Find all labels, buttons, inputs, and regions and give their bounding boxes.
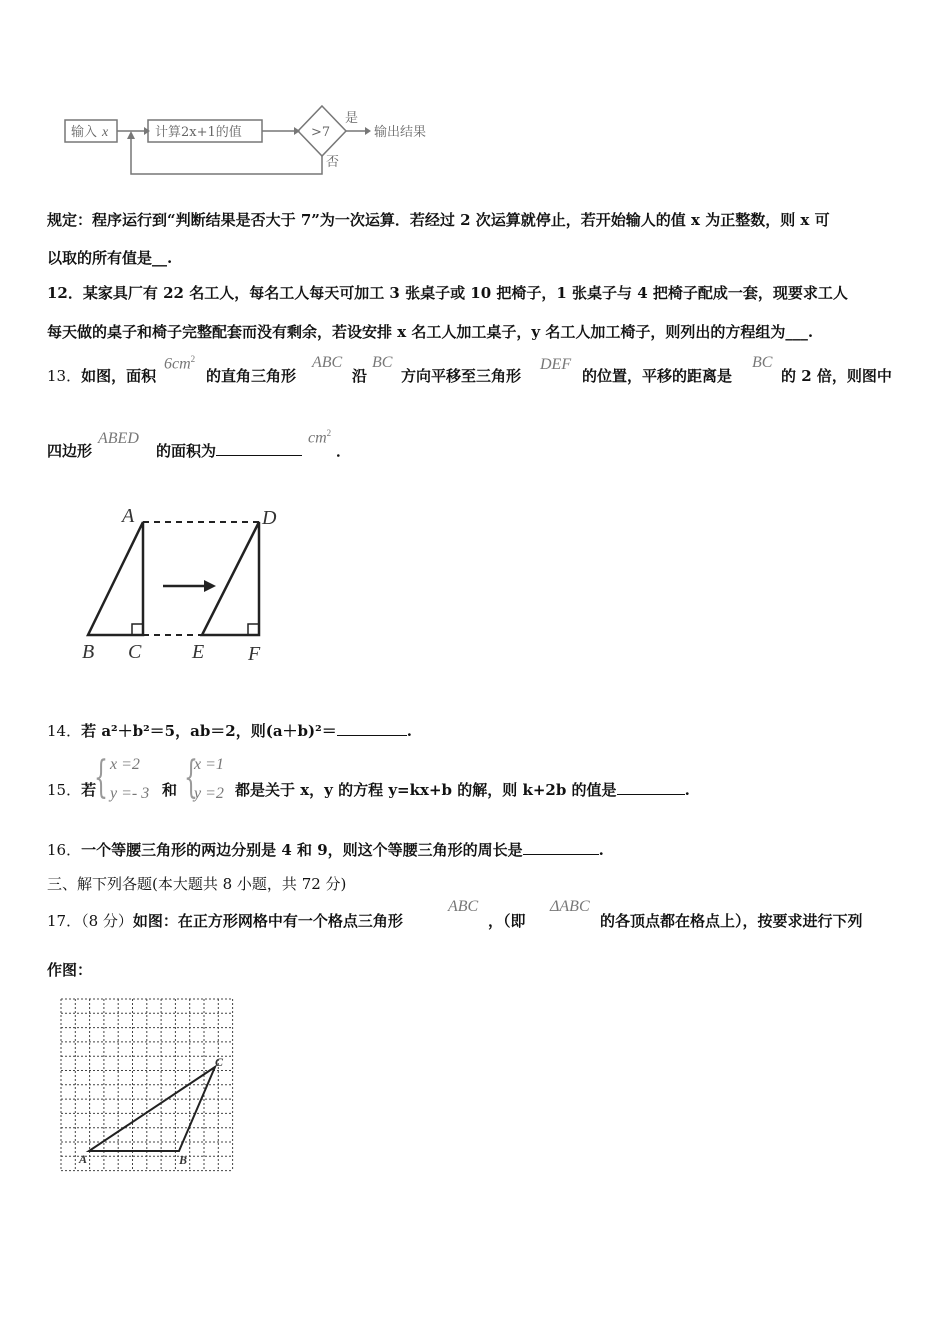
- q13-text-6: 的 2 倍，则图中: [781, 367, 892, 385]
- arrow-head-icon: [204, 580, 216, 592]
- q11-line2: 以取的所有值是__.: [47, 249, 173, 267]
- q14-answer-blank[interactable]: [337, 721, 407, 736]
- grid-label-a: A: [79, 1152, 88, 1166]
- yes-label: 是: [345, 111, 359, 126]
- q15-sys2-eq2: y =2: [194, 785, 224, 802]
- q17-text-1: 如图：在正方形网格中有一个格点三角形: [132, 912, 403, 930]
- q17-grid-figure: [55, 994, 239, 1174]
- q17-text-4: 作图：: [47, 961, 93, 979]
- compute-label: 计算2x+1的值: [155, 125, 242, 140]
- q15-and: 和: [162, 781, 178, 799]
- q12-line1: 12．某家具厂有 22 名工人，每名工人每天可加工 3 张桌子或 10 把椅子，1 张桌子与 4 把椅子配成一套，现要求工人: [47, 284, 848, 302]
- q13-answer-blank[interactable]: [216, 441, 302, 456]
- q17-text-3: 的各顶点都在格点上），按要求进行下列: [600, 912, 863, 930]
- q13-unit: $cm^2$: [308, 428, 332, 447]
- q13-bc2: BC: [752, 354, 773, 371]
- q13-text-8: 的面积为: [156, 442, 217, 460]
- q17-text-2: ，（即: [488, 912, 526, 930]
- q15-sys1-eq2: y =- 3: [110, 785, 150, 802]
- q13-text-2: 的直角三角形: [206, 367, 297, 385]
- q16-answer-blank[interactable]: [523, 840, 599, 855]
- q13-def: DEF: [540, 356, 572, 373]
- question-16: 16．一个等腰三角形的两边分别是 4 和 9，则这个等腰三角形的周长是 .: [47, 841, 604, 859]
- no-label: 否: [326, 155, 340, 170]
- q11-line1: 规定：程序运行到“判断结果是否大于 7”为一次运算．若经过 2 次运算就停止，若开始输人的值 x 为正整数，则 x 可: [47, 211, 830, 229]
- input-var: x: [102, 125, 109, 140]
- flowchart: [60, 100, 460, 180]
- q15-answer-blank[interactable]: [617, 780, 685, 795]
- q13-abed: ABED: [98, 430, 139, 447]
- q13-figure: [70, 500, 300, 670]
- q13-text-3: 沿: [352, 367, 368, 385]
- q17-dabc: ΔABC: [550, 898, 590, 915]
- q13-number: 13．: [47, 367, 82, 385]
- q17-number: 17．（8 分）: [47, 912, 133, 930]
- q17-abc: ABC: [448, 898, 479, 915]
- grid-label-b: B: [179, 1153, 188, 1167]
- brace-1: {: [94, 752, 108, 803]
- grid-label-c: C: [215, 1055, 224, 1069]
- q13-text-9: ．: [336, 442, 352, 460]
- label-c: C: [128, 641, 142, 663]
- q13-area: $6cm^2$: [164, 354, 196, 373]
- label-b: B: [82, 641, 95, 663]
- input-label: 输入: [71, 125, 98, 140]
- q12-line2: 每天做的桌子和椅子完整配套而没有剩余，若设安排 x 名工人加工桌子，y 名工人加工椅子，则列出的方程组为___.: [47, 323, 814, 341]
- q13-abc: ABC: [312, 354, 343, 371]
- triangle-abc: [88, 522, 143, 635]
- q13-text-1: 如图，面积: [81, 367, 157, 385]
- decision-label: >7: [311, 125, 331, 140]
- label-a: A: [122, 505, 135, 527]
- q13-text-5: 的位置，平移的距离是: [582, 367, 733, 385]
- output-label: 输出结果: [374, 125, 427, 140]
- section-3-heading: 三、解下列各题(本大题共 8 小题，共 72 分): [47, 875, 347, 893]
- triangle-def: [202, 522, 259, 635]
- label-d: D: [262, 507, 277, 529]
- triangle-abc-grid: [89, 1067, 215, 1151]
- q13-bc: BC: [372, 354, 393, 371]
- label-f: F: [248, 643, 261, 665]
- q15-sys1-eq1: x =2: [110, 756, 140, 773]
- q13-text-4: 方向平移至三角形: [401, 367, 522, 385]
- brace-2: {: [184, 752, 198, 803]
- q15-sys2-eq1: x =1: [194, 756, 224, 773]
- question-14: 14．若 a²＋b²＝5，ab＝2，则(a＋b)²＝ .: [47, 722, 412, 740]
- q13-text-7: 四边形: [47, 442, 93, 460]
- label-e: E: [192, 641, 205, 663]
